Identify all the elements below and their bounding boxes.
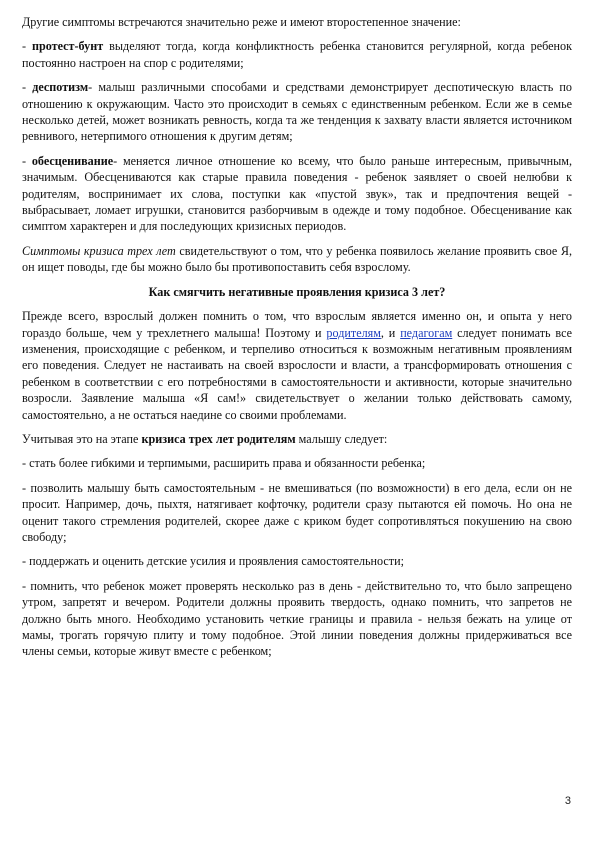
parents-link[interactable]: родителям xyxy=(326,325,381,340)
symptoms-summary xyxy=(22,243,572,276)
advice-paragraph xyxy=(22,308,572,423)
recommendation-item: - помнить, что ребенок может проверять несколько раз в день - действительно то, что было запрещено утром, запретят и вечером. Родители должны проявить твердость, однако помнить, что запретов не должно быть много. Необходимо установить четкие границы и правила - нельзя бежать на улице от мамы, трогать горячую плиту и тому подобное. Этой линии поведения должны придерживаться все члены семьи, которые живут вместе с ребенком; xyxy=(22,578,572,659)
symptom-term: протест-бунт xyxy=(32,39,104,54)
symptom-despotism xyxy=(22,79,572,145)
intro-paragraph: Другие симптомы встречаются значительно реже и имеют второстепенное значение: xyxy=(22,15,461,29)
symptom-description: - малыш различными способами и средствами демонстрирует деспотическую власть по отношению к окружающим. Часто это происходит в семьях с единственным ребенком. Если же в семье несколько детей, может возникать ревность, когда та же тенденция к захвату власти является источником ревнивого, нетерпимого отношения к другим детям; xyxy=(22,80,572,144)
recommendation-item: - поддержать и оценить детские усилия и проявления самостоятельности; xyxy=(22,554,404,569)
teachers-link[interactable]: педагогам xyxy=(400,325,453,340)
summary-text: свидетельствуют о том, что у ребенка появилось желание проявить свое Я, он ищет поводы, где бы можно было бы противопоставить себя взрослому. xyxy=(22,243,572,275)
lead-in-text-1: Учитывая это на этапе xyxy=(22,431,142,446)
recommendation-item: - стать более гибкими и терпимыми, расширить права и обязанности ребенка; xyxy=(22,456,426,471)
recommendation-item: - позволить малышу быть самостоятельным - не вмешиваться (по возможности) в его дела, если он не просит. Например, дочь, пыхтя, натягивает кофточку, родители сразу пытаются ей помочь. Но она не оценит такого стремления родителей, скорее даже с криком будет сопротивляться покушению на свою свободу; xyxy=(22,480,572,544)
page-number: 3 xyxy=(564,795,571,807)
section-heading: Как смягчить негативные проявления кризиса 3 лет? xyxy=(148,284,446,299)
advice-text-2: , и xyxy=(380,325,401,340)
lead-in-paragraph xyxy=(22,431,572,447)
symptom-protest xyxy=(22,38,572,71)
document-page xyxy=(22,14,572,668)
lead-in-bold: кризиса трех лет родителям xyxy=(141,431,296,446)
summary-italic-lead: Симптомы кризиса трех лет xyxy=(22,243,176,258)
symptom-devaluation xyxy=(22,153,572,235)
symptom-prefix: - xyxy=(22,80,33,95)
symptom-prefix: - xyxy=(22,153,32,168)
symptom-prefix: - xyxy=(22,39,32,54)
symptom-description: выделяют тогда, когда конфликтность ребенка становится регулярной, когда ребенок постоянно настроен на спор с родителями; xyxy=(22,39,572,70)
advice-text-3: следует понимать все изменения, происходящие с ребенком, и терпеливо относиться к возможным негативным проявлениям его поведения. Следует не настаивать на своей взрослости и власти, а трансформировать отношения с ребенком в соответствии с его потребностями в самостоятельности и активности, которые значительно возросли. Заявление малыша «Я сам!» свидетельствует о желании только действовать самому, самостоятельно, а не остаться наедине со своими проблемами. xyxy=(22,325,573,422)
symptom-term: деспотизм xyxy=(32,80,89,95)
lead-in-text-2: малышу следует: xyxy=(295,431,388,446)
symptom-description: - меняется личное отношение ко всему, что было раньше интересным, привычным, значимым. Обесцениваются как старые правила поведения - ребенок заявляет о своей нелюбви к родителям, воспринимает их слова, поступки как «пустой звук», так и предпочтения вещей - выбрасывает, ломает игрушки, становится разборчивым в одежде и тому подобное. Обесценивание как симптом характерен и для последующих кризисных периодов. xyxy=(22,153,572,234)
symptom-term: обесценивание xyxy=(31,153,114,168)
advice-text-1: Прежде всего, взрослый должен помнить о том, что взрослым является именно он, и опыта у него гораздо больше, чем у трехлетнего малыша! Поэтому и xyxy=(22,309,572,340)
